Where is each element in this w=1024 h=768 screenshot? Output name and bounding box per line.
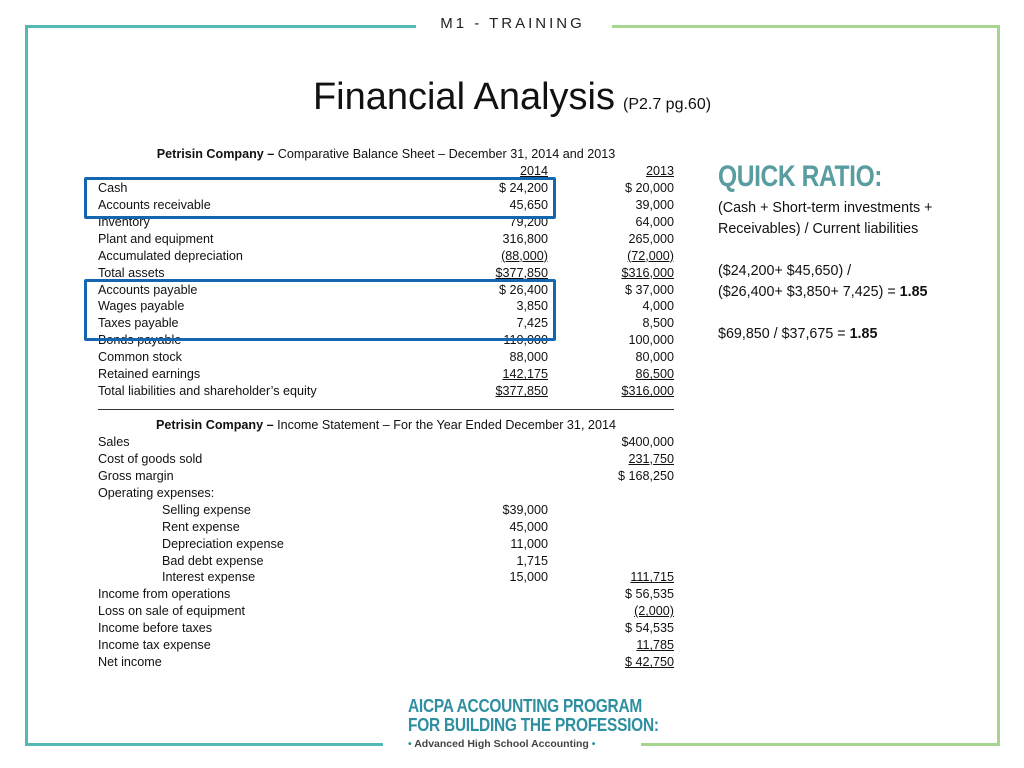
table-row [96,231,676,248]
row-total: 111,715 [630,570,674,585]
value-2013: (72,000) [627,248,674,263]
logo-tagline: Advanced High School Accounting [414,738,589,750]
value-2014: $ 26,400 [498,282,548,297]
table-row [96,485,676,502]
row-value: $39,000 [502,502,548,517]
value-2013: $316,000 [621,265,674,280]
logo-line-1: AICPA ACCOUNTING PROGRAM [408,696,643,716]
row-label: Sales [98,434,130,449]
row-label: Cost of goods sold [98,451,203,466]
value-2014: 110,000 [503,333,548,348]
value-2014: 7,425 [516,316,548,331]
row-label: Taxes payable [98,316,179,331]
slide-subtitle: (P2.7 pg.60) [622,96,712,113]
value-2014: 88,000 [509,350,548,365]
calc-line-1: ($24,200+ $45,650) / [718,263,852,279]
column-header-2014: 2014 [519,163,548,178]
quick-ratio-formula: (Cash + Short-term investments + Receivables) / Current liabilities [718,200,933,237]
row-label: Depreciation expense [162,536,284,551]
section-label: M1 - TRAINING [440,15,585,32]
slide-title: Financial Analysis [312,76,615,118]
row-label: Inventory [98,214,150,229]
slide-title-row [0,76,1024,119]
table-row [96,468,676,485]
row-label: Net income [98,655,162,670]
row-label: Operating expenses: [98,485,215,500]
row-label: Interest expense [162,570,256,585]
logo-line-2: FOR BUILDING THE PROFESSION: [408,715,659,735]
table-row [96,620,676,637]
table-row [96,383,676,400]
calc-line-2: ($26,400+ $3,850+ 7,425) = [718,284,900,300]
row-value: 231,750 [628,451,674,466]
row-label: Income before taxes [98,621,213,636]
row-label: Income tax expense [98,638,211,653]
table-row [96,502,676,519]
logo-line-3 [408,738,618,750]
highlight-current-liabilities [84,279,556,341]
row-value: 45,000 [509,519,548,534]
column-header-2013: 2013 [645,163,674,178]
value-2013: 86,500 [635,367,674,382]
value-2013: 39,000 [635,197,674,212]
table-row [96,586,676,603]
aicpa-logo [408,696,659,750]
value-2014: $ 24,200 [498,180,548,195]
value-2013: 80,000 [635,350,674,365]
value-2013: 64,000 [635,214,674,229]
bullet-icon: • [408,738,412,750]
table-row [96,553,676,570]
value-2014: $377,850 [495,384,548,399]
balance-sheet-company: Petrisin Company – [156,147,275,161]
balance-sheet-title: Comparative Balance Sheet – December 31, 2014 and 2013 [274,147,616,161]
row-value: (2,000) [634,604,674,619]
row-label: Gross margin [98,468,174,483]
table-row [96,637,676,654]
balance-sheet-heading [96,146,676,163]
value-2014: 79,200 [509,214,548,229]
final-result: 1.85 [849,326,878,342]
row-value: 11,000 [510,536,548,551]
table-row [96,248,676,265]
table-row [96,349,676,366]
value-2014: (88,000) [501,248,548,263]
income-statement-heading [96,417,676,434]
quick-ratio-calculation [718,261,988,303]
row-value: $ 42,750 [624,655,674,670]
row-label: Loss on sale of equipment [98,604,246,619]
value-2013: 4,000 [642,299,674,314]
table-row [96,519,676,536]
section-divider [96,400,676,417]
value-2013: $316,000 [621,384,674,399]
table-row [96,603,676,620]
quick-ratio-explanation [718,198,988,366]
value-2013: 265,000 [628,231,674,246]
row-label: Retained earnings [98,367,201,382]
income-statement-company: Petrisin Company – [156,418,274,432]
row-label: Accumulated depreciation [98,248,243,263]
row-label: Bad debt expense [162,553,264,568]
value-2014: 3,850 [516,299,548,314]
row-label: Accounts payable [98,282,198,297]
financial-statements [96,146,676,671]
value-2013: 100,000 [628,333,674,348]
row-value: $ 168,250 [617,468,674,483]
row-value: 1,715 [516,553,548,568]
row-value: $400,000 [621,434,674,449]
quick-ratio-title: QUICK RATIO: [718,160,883,193]
row-label: Rent expense [162,519,240,534]
row-value: 15,000 [509,570,548,585]
value-2013: 8,500 [642,316,674,331]
row-value: $ 56,535 [624,587,674,602]
table-row [96,536,676,553]
bullet-icon: • [591,738,596,750]
row-label: Accounts receivable [98,197,211,212]
final-calc: $69,850 / $37,675 = [718,326,850,342]
table-row [96,654,676,671]
table-row [96,366,676,383]
divider-line [98,409,674,410]
table-row [96,451,676,468]
row-label: Income from operations [98,587,231,602]
income-statement-title: Income Statement – For the Year Ended December 31, 2014 [273,418,616,432]
row-label: Total assets [98,265,165,280]
row-label: Wages payable [98,299,185,314]
row-label: Common stock [98,350,182,365]
value-2014: 45,650 [509,197,548,212]
row-label: Total liabilities and shareholder’s equity [98,384,317,399]
quick-ratio-final [718,324,988,345]
row-value: $ 54,535 [624,621,674,636]
row-label: Bonds payable [98,333,182,348]
value-2013: $ 37,000 [624,282,674,297]
value-2013: $ 20,000 [624,180,674,195]
value-2014: 316,800 [502,231,548,246]
row-value: 11,785 [636,638,674,653]
highlight-quick-assets [84,177,556,219]
row-label: Plant and equipment [98,231,214,246]
row-label: Selling expense [162,502,251,517]
table-row [96,569,676,586]
value-2014: $377,850 [495,265,548,280]
table-row [96,434,676,451]
row-label: Cash [98,180,128,195]
value-2014: 142,175 [502,367,548,382]
calc-result: 1.85 [899,284,928,300]
